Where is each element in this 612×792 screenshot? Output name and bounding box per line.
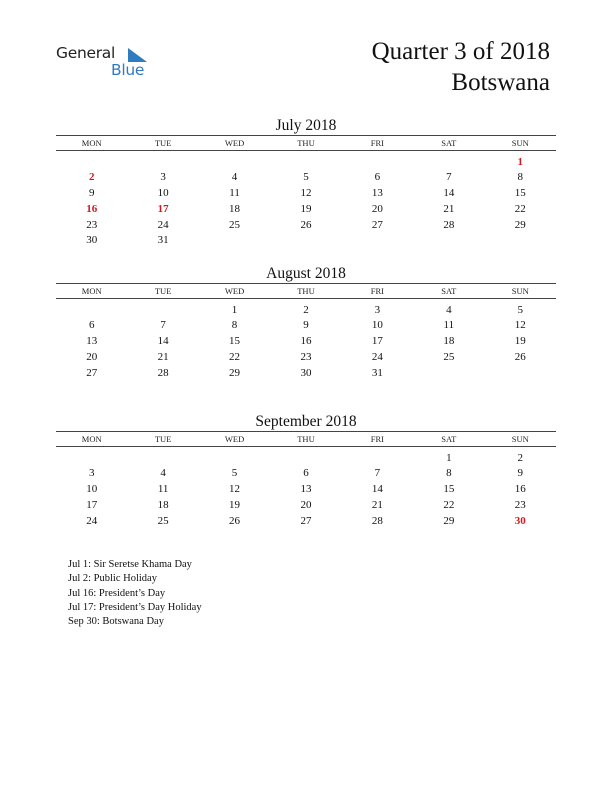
week-row (56, 482, 556, 498)
quarter-title: Quarter 3 of 2018 (371, 38, 550, 65)
empty-day-cell (56, 451, 127, 467)
day-cell: 22 (229, 350, 241, 363)
week-row (56, 366, 556, 382)
weekday-header: FRI (342, 136, 413, 151)
day-cell: 11 (229, 187, 240, 200)
day-cell: 23 (86, 218, 98, 231)
empty-day-cell (413, 366, 484, 382)
calendar-grid (56, 135, 556, 249)
day-cell: 11 (157, 483, 169, 496)
week-row (56, 186, 556, 202)
week-row (56, 170, 556, 186)
empty-day-cell (413, 155, 484, 171)
day-cell: 8 (446, 467, 452, 480)
day-cell: 6 (88, 319, 95, 332)
weekday-header: THU (270, 136, 341, 151)
holiday-day-cell: 2 (88, 171, 95, 184)
day-cell: 12 (229, 483, 241, 496)
empty-day-cell (127, 451, 198, 467)
day-cell: 23 (514, 498, 526, 511)
day-cell: 7 (446, 171, 452, 184)
month-title: September 2018 (255, 413, 357, 430)
calendar-grid (56, 283, 556, 381)
week-row (56, 218, 556, 234)
day-cell: 28 (443, 218, 455, 231)
logo-text-blue: Blue (111, 61, 145, 79)
week-row (56, 233, 556, 249)
day-cell: 17 (371, 335, 383, 348)
empty-day-cell (127, 155, 198, 171)
day-cell: 5 (517, 303, 524, 316)
weekday-header: WED (199, 136, 270, 151)
day-cell: 4 (231, 171, 238, 184)
day-cell: 24 (86, 514, 98, 527)
empty-day-cell (413, 233, 484, 249)
logo-text-general: General (56, 44, 115, 62)
day-cell: 20 (371, 202, 383, 215)
day-cell: 10 (157, 187, 169, 200)
weekday-header: SUN (485, 284, 556, 299)
empty-day-cell (270, 233, 341, 249)
day-cell: 29 (443, 514, 455, 527)
day-cell: 9 (517, 467, 524, 480)
day-cell: 26 (229, 514, 241, 527)
day-cell: 23 (300, 350, 312, 363)
day-cell: 8 (517, 171, 524, 184)
day-cell: 3 (88, 467, 95, 480)
empty-day-cell (342, 451, 413, 467)
empty-day-cell (342, 155, 413, 171)
week-row (56, 350, 556, 366)
day-cell: 18 (443, 335, 455, 348)
month-title: July 2018 (275, 117, 337, 134)
month-calendar-september (56, 413, 556, 529)
weekday-header: FRI (342, 284, 413, 299)
day-cell: 1 (231, 303, 238, 316)
day-cell: 10 (86, 483, 98, 496)
week-row (56, 303, 556, 319)
day-cell: 20 (300, 498, 312, 511)
empty-day-cell (270, 451, 341, 467)
month-calendar-august (56, 265, 556, 381)
day-cell: 9 (303, 319, 309, 332)
day-cell: 13 (300, 483, 312, 496)
week-row (56, 318, 556, 334)
day-cell: 21 (157, 350, 169, 363)
empty-day-cell (56, 303, 127, 319)
holiday-note: Jul 2: Public Holiday (68, 573, 157, 585)
day-cell: 27 (300, 514, 312, 527)
weekday-header: THU (270, 284, 341, 299)
day-cell: 31 (371, 366, 383, 379)
day-cell: 10 (371, 319, 383, 332)
day-cell: 21 (371, 498, 383, 511)
weekday-header: SAT (413, 432, 484, 447)
holiday-day-cell: 30 (514, 514, 526, 527)
day-cell: 26 (514, 350, 526, 363)
day-cell: 14 (443, 187, 455, 200)
week-row (56, 498, 556, 514)
empty-day-cell (199, 451, 270, 467)
month-calendar-july (56, 117, 556, 249)
empty-day-cell (270, 155, 341, 171)
holiday-note: Sep 30: Botswana Day (68, 616, 164, 628)
day-cell: 15 (514, 187, 526, 200)
day-cell: 25 (229, 218, 241, 231)
holiday-day-cell: 1 (517, 155, 524, 168)
day-cell: 29 (229, 366, 241, 379)
weekday-header: SUN (485, 432, 556, 447)
holiday-notes (68, 558, 202, 629)
day-cell: 29 (514, 218, 526, 231)
day-cell: 13 (371, 187, 383, 200)
day-cell: 16 (300, 335, 312, 348)
empty-day-cell (342, 233, 413, 249)
day-cell: 4 (446, 303, 452, 316)
day-cell: 27 (371, 218, 383, 231)
day-cell: 3 (160, 171, 166, 184)
page-title (372, 36, 550, 98)
day-cell: 14 (371, 483, 383, 496)
weekday-header: FRI (342, 432, 413, 447)
day-cell: 28 (157, 366, 169, 379)
day-cell: 25 (157, 514, 169, 527)
day-cell: 5 (303, 171, 309, 184)
day-cell: 24 (371, 350, 383, 363)
month-title: August 2018 (266, 265, 346, 282)
weekday-header: WED (199, 284, 270, 299)
day-cell: 11 (443, 319, 455, 332)
holiday-note: Jul 17: President’s Day Holiday (68, 601, 202, 613)
empty-day-cell (56, 155, 127, 171)
day-cell: 5 (231, 467, 238, 480)
weekday-header: THU (270, 432, 341, 447)
day-cell: 26 (300, 218, 312, 231)
weekday-header: MON (56, 432, 127, 447)
week-row (56, 466, 556, 482)
day-cell: 15 (443, 483, 455, 496)
day-cell: 17 (86, 498, 98, 511)
day-cell: 31 (157, 234, 169, 247)
day-cell: 22 (514, 202, 526, 215)
day-cell: 7 (160, 319, 166, 332)
day-cell: 30 (86, 234, 98, 247)
day-cell: 27 (86, 366, 98, 379)
day-cell: 21 (443, 202, 455, 215)
week-row (56, 155, 556, 171)
week-row (56, 202, 556, 218)
country-title: Botswana (451, 69, 550, 96)
day-cell: 28 (371, 514, 383, 527)
empty-day-cell (485, 233, 556, 249)
weekday-header: WED (199, 432, 270, 447)
day-cell: 15 (229, 335, 241, 348)
holiday-note: Jul 1: Sir Seretse Khama Day (68, 559, 192, 570)
day-cell: 22 (443, 498, 455, 511)
week-row (56, 451, 556, 467)
day-cell: 9 (88, 187, 95, 200)
holiday-note: Jul 16: President’s Day (68, 587, 166, 599)
day-cell: 19 (514, 335, 526, 348)
generalblue-logo (56, 44, 166, 84)
day-cell: 20 (86, 350, 98, 363)
weekday-header: TUE (127, 284, 198, 299)
weekday-header: MON (56, 136, 127, 151)
holiday-day-cell: 17 (157, 202, 169, 215)
empty-day-cell (199, 155, 270, 171)
day-cell: 12 (300, 187, 312, 200)
day-cell: 6 (303, 467, 309, 480)
weekday-header: MON (56, 284, 127, 299)
day-cell: 8 (231, 319, 238, 332)
day-cell: 19 (300, 202, 312, 215)
weekday-header: SAT (413, 136, 484, 151)
day-cell: 24 (157, 218, 169, 231)
weekday-header: SUN (485, 136, 556, 151)
day-cell: 13 (86, 335, 98, 348)
weekday-header: SAT (413, 284, 484, 299)
day-cell: 16 (514, 483, 526, 496)
weekday-header: TUE (127, 432, 198, 447)
day-cell: 1 (446, 451, 452, 464)
holiday-day-cell: 16 (86, 202, 98, 215)
day-cell: 30 (300, 366, 312, 379)
empty-day-cell (127, 303, 198, 319)
day-cell: 12 (514, 319, 526, 332)
week-row (56, 514, 556, 530)
day-cell: 18 (157, 498, 169, 511)
day-cell: 6 (374, 171, 381, 184)
empty-day-cell (485, 366, 556, 382)
day-cell: 4 (160, 467, 166, 480)
day-cell: 2 (303, 303, 309, 316)
calendar-grid (56, 431, 556, 529)
weekday-header: TUE (127, 136, 198, 151)
day-cell: 3 (374, 303, 381, 316)
day-cell: 25 (443, 350, 455, 363)
day-cell: 19 (229, 498, 241, 511)
empty-day-cell (199, 233, 270, 249)
day-cell: 2 (517, 451, 524, 464)
day-cell: 7 (374, 467, 381, 480)
day-cell: 14 (157, 335, 169, 348)
week-row (56, 334, 556, 350)
day-cell: 18 (229, 202, 241, 215)
